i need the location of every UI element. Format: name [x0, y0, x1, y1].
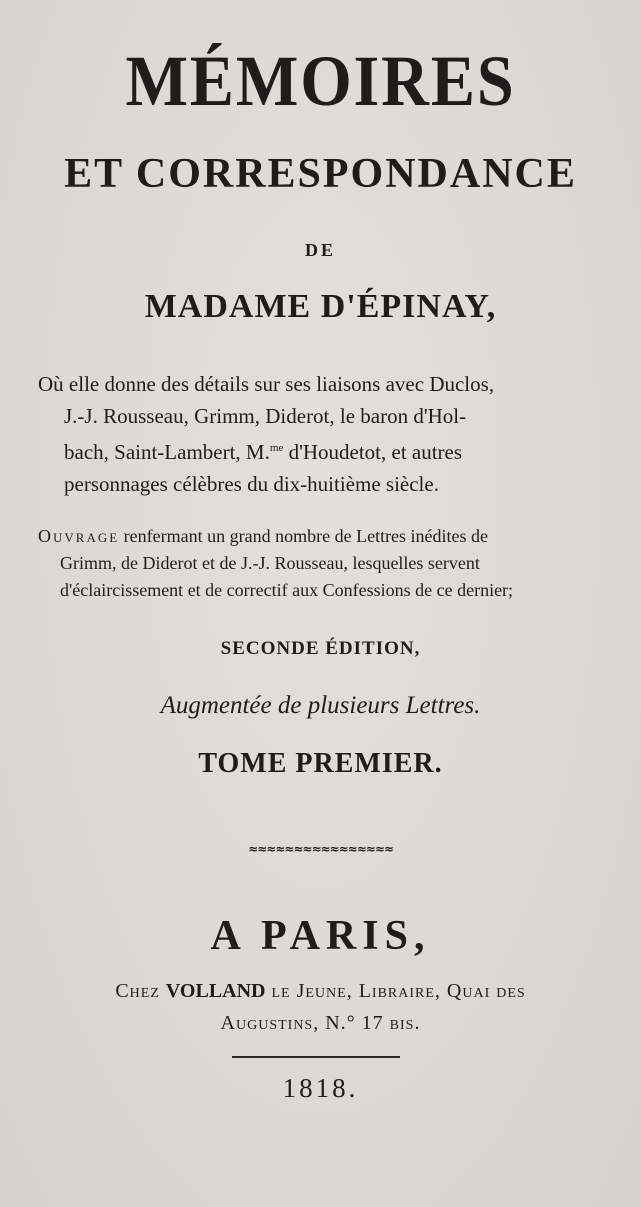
ouvrage-line-2: Grimm, de Diderot et de J.-J. Rousseau, lesquelles servent — [60, 553, 480, 573]
description-line-3 — [38, 432, 598, 468]
horizontal-rule — [232, 1056, 400, 1058]
publisher-address: Augustins, N.° 17 bis. — [220, 1012, 421, 1034]
book-subtitle: ET CORRESPONDANCE — [64, 151, 577, 197]
ouvrage-paragraph — [38, 523, 598, 604]
author-name: MADAME D'ÉPINAY, — [144, 288, 497, 325]
place-of-publication: A PARIS, — [210, 913, 431, 959]
augmented-note: Augmentée de plusieurs Lettres. — [160, 692, 481, 719]
description-line-3b: d'Houdetot, et autres — [283, 440, 463, 464]
ouvrage-line-1-text: renfermant un grand nombre de Lettres inédites de — [119, 526, 489, 546]
publisher-name: VOLLAND — [165, 980, 266, 1002]
volume: TOME PREMIER. — [198, 748, 443, 779]
publisher-rest: le Jeune, Libraire, Quai des — [265, 980, 526, 1002]
ouvrage-line-1 — [38, 523, 598, 550]
description-line-2: J.-J. Rousseau, Grimm, Diderot, le baron d'Hol- — [64, 404, 467, 428]
publisher-chez: Chez — [115, 980, 166, 1002]
preposition-de: DE — [304, 240, 336, 260]
publication-year: 1818. — [282, 1073, 359, 1103]
description-paragraph — [38, 368, 598, 500]
description-line-3a: bach, Saint-Lambert, M. — [64, 440, 270, 464]
ouvrage-line-3: d'éclaircissement et de correctif aux Confessions de ce dernier; — [60, 580, 514, 600]
superscript-me: me — [269, 442, 284, 454]
publisher-line-1 — [0, 980, 641, 1003]
edition: SECONDE ÉDITION, — [220, 638, 421, 659]
book-title: MÉMOIRES — [125, 41, 516, 121]
ornament-divider: ≈≈≈≈≈≈≈≈≈≈≈≈≈≈≈≈ — [248, 842, 393, 856]
ouvrage-lead: Ouvrage — [38, 526, 120, 546]
description-line-1: Où elle donne des détails sur ses liaisons avec Duclos, — [38, 372, 495, 396]
description-line-4: personnages célèbres du dix-huitième siècle. — [64, 472, 439, 496]
